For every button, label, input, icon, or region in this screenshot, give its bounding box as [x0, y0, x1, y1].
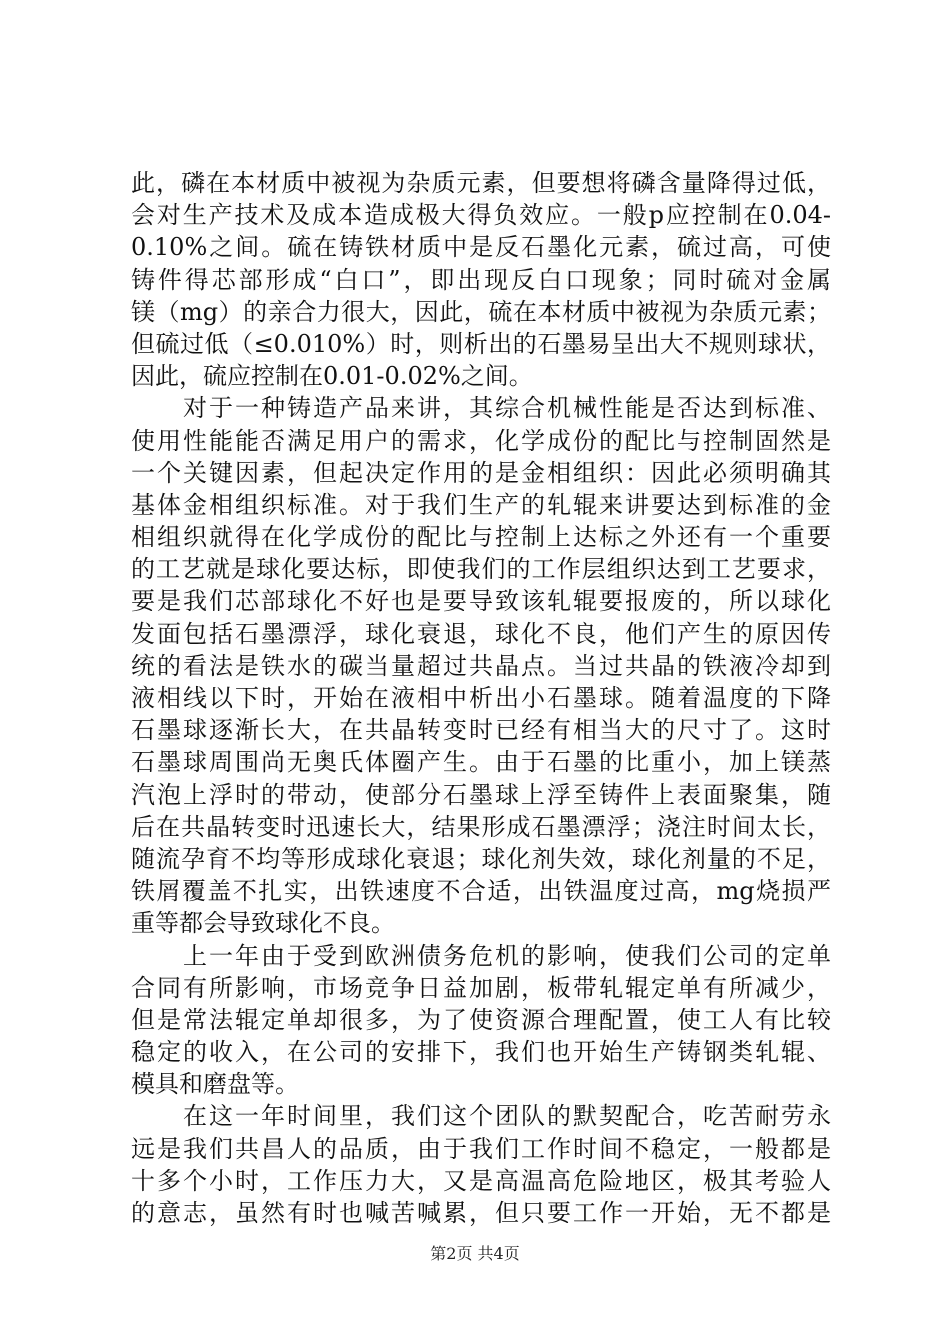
text-line: 要是我们芯部球化不好也是要导致该轧辊要报废的，所以球化: [131, 587, 831, 616]
text-line: 石墨球周围尚无奥氏体圈产生。由于石墨的比重小，加上镁蒸: [131, 748, 831, 777]
text-line: 远是我们共昌人的品质，由于我们工作时间不稳定，一般都是: [131, 1134, 831, 1163]
text-line: 在这一年时间里，我们这个团队的默契配合，吃苦耐劳永: [131, 1102, 831, 1131]
text-line: 液相线以下时，开始在液相中析出小石墨球。随着温度的下降: [131, 684, 831, 712]
text-line: 稳定的收入，在公司的安排下，我们也开始生产铸钢类轧辊、: [131, 1038, 831, 1067]
text-line: 汽泡上浮时的带动，使部分石墨球上浮至铸件上表面聚集，随: [131, 780, 831, 809]
text-line: 基体金相组织标准。对于我们生产的轧辊来讲要达到标准的金: [131, 490, 831, 519]
text-line: 的意志，虽然有时也喊苦喊累，但只要工作一开始，无不都是: [131, 1199, 831, 1227]
text-line: 合同有所影响，市场竞争日益加剧，板带轧辊定单有所减少，: [131, 973, 831, 1002]
text-line: 使用性能能否满足用户的需求，化学成份的配比与控制固然是: [131, 426, 831, 455]
body-text: [131, 167, 831, 1229]
text-line: 十多个小时，工作压力大，又是高温高危险地区，极其考验人: [131, 1166, 831, 1195]
text-line: 但硫过低（≤0.010%）时，则析出的石墨易呈出大不规则球状，: [131, 329, 831, 358]
text-line: 重等都会导致球化不良。: [131, 909, 395, 938]
text-line: 相组织就得在化学成份的配比与控制上达标之外还有一个重要: [131, 523, 831, 552]
text-line: 但是常法辊定单却很多，为了使资源合理配置，使工人有比较: [131, 1005, 831, 1034]
text-line: 会对生产技术及成本造成极大得负效应。一般p应控制在0.04-: [131, 201, 831, 230]
text-line: 发面包括石墨漂浮，球化衰退，球化不良，他们产生的原因传: [131, 619, 831, 648]
text-line: 后在共晶转变时迅速长大，结果形成石墨漂浮；浇注时间太长，: [131, 812, 831, 841]
text-line: 此，磷在本材质中被视为杂质元素，但要想将磷含量降得过低，: [131, 169, 831, 197]
text-line: 一个关键因素，但起决定作用的是金相组织：因此必须明确其: [131, 458, 831, 487]
text-line: 镁（mg）的亲合力很大，因此，硫在本材质中被视为杂质元素；: [131, 297, 831, 326]
text-line: 石墨球逐渐长大，在共晶转变时已经有相当大的尺寸了。这时: [131, 716, 831, 745]
text-line: 因此，硫应控制在0.01-0.02%之间。: [131, 362, 533, 391]
page-number-footer: 第2页 共4页: [430, 1244, 520, 1263]
text-line: 上一年由于受到欧洲债务危机的影响，使我们公司的定单: [131, 941, 831, 970]
text-line: 对于一种铸造产品来讲，其综合机械性能是否达到标准、: [131, 394, 831, 423]
text-line: 的工艺就是球化要达标，即使我们的工作层组织达到工艺要求，: [131, 555, 831, 584]
text-line: 模具和磨盘等。: [131, 1070, 299, 1099]
text-line: 0.10%之间。硫在铸铁材质中是反石墨化元素，硫过高，可使: [131, 233, 831, 262]
text-line: 统的看法是铁水的碳当量超过共晶点。当过共晶的铁液冷却到: [131, 651, 831, 680]
text-line: 随流孕育不均等形成球化衰退；球化剂失效，球化剂量的不足，: [131, 844, 831, 873]
text-line: 铸件得芯部形成“白口”，即出现反白口现象；同时硫对金属: [131, 265, 831, 294]
text-line: 铁屑覆盖不扎实，出铁速度不合适，出铁温度过高，mg烧损严: [131, 877, 831, 906]
